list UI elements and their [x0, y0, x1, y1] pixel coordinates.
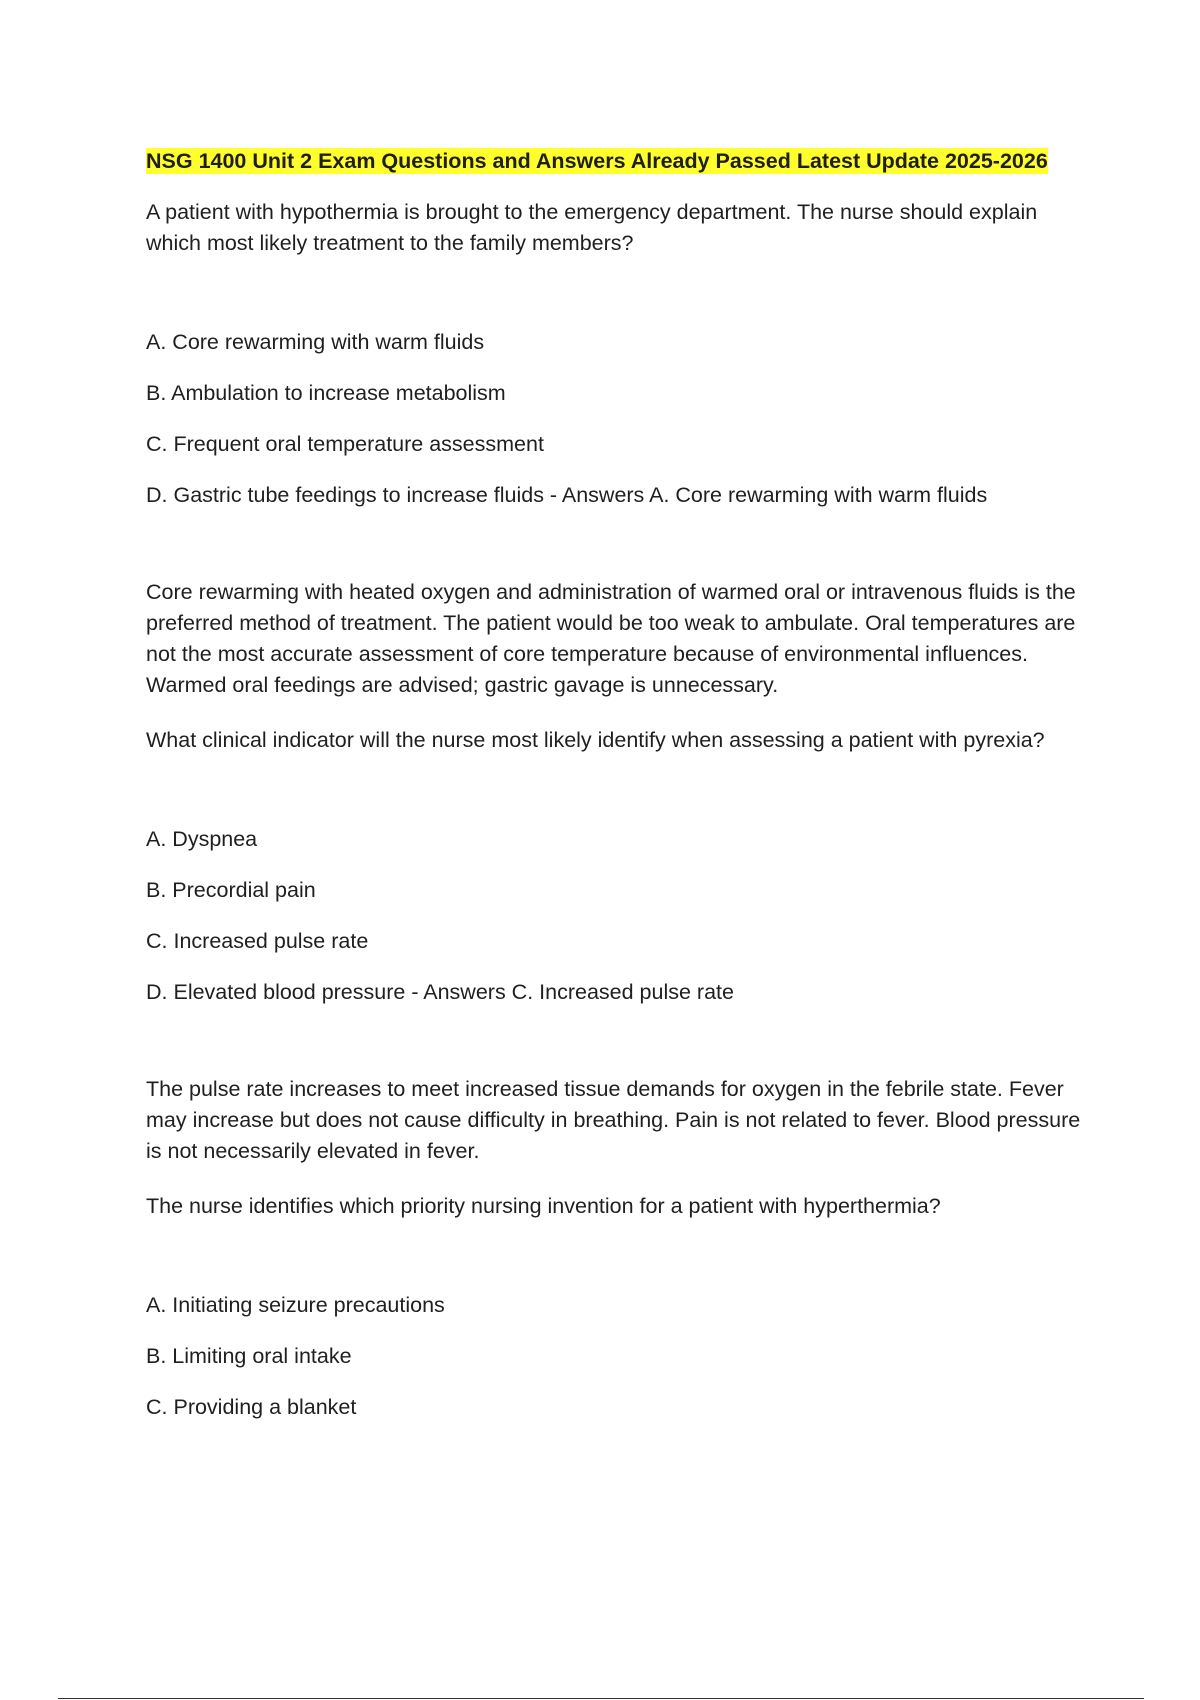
question-2-option-a: A. Dyspnea — [146, 827, 258, 851]
question-3-option-a: A. Initiating seizure precautions — [146, 1293, 445, 1317]
title-line — [146, 146, 1096, 176]
question-1-option-c: C. Frequent oral temperature assessment — [146, 432, 544, 456]
question-1-option-d: D. Gastric tube feedings to increase fluids - Answers A. Core rewarming with warm fluids — [146, 483, 988, 507]
question-2-explanation: The pulse rate increases to meet increased tissue demands for oxygen in the febrile state. Fever may increase but does not cause difficulty in breathing. Pain is not related to fever. Blood pressure is not necessarily elevated in fever. — [146, 1077, 1081, 1163]
question-1-options — [146, 327, 1096, 510]
question-2-option-c: C. Increased pulse rate — [146, 929, 369, 953]
question-1-explanation: Core rewarming with heated oxygen and administration of warmed oral or intravenous fluids is the preferred method of treatment. The patient would be too weak to ambulate. Oral temperatures are not the most accurate assessment of core temperature because of environmental influences. Warmed oral feedings are advised; gastric gavage is unnecessary. — [146, 580, 1076, 697]
page-bottom-rule — [58, 1698, 1144, 1699]
question-1-option-a: A. Core rewarming with warm fluids — [146, 330, 485, 354]
question-1-prompt: A patient with hypothermia is brought to the emergency department. The nurse should explain which most likely treatment to the family members? — [146, 200, 1038, 255]
question-3-prompt: The nurse identifies which priority nursing invention for a patient with hyperthermia? — [146, 1194, 941, 1218]
question-3-options — [146, 1290, 1096, 1422]
document-page — [146, 140, 1096, 1443]
question-2-option-d: D. Elevated blood pressure - Answers C. Increased pulse rate — [146, 980, 734, 1004]
question-2-prompt: What clinical indicator will the nurse most likely identify when assessing a patient with pyrexia? — [146, 728, 1045, 752]
question-1-option-b: B. Ambulation to increase metabolism — [146, 381, 506, 405]
question-2-options — [146, 824, 1096, 1007]
question-2-option-b: B. Precordial pain — [146, 878, 316, 902]
question-3-option-b: B. Limiting oral intake — [146, 1344, 352, 1368]
question-3-option-c: C. Providing a blanket — [146, 1395, 357, 1419]
document-title: NSG 1400 Unit 2 Exam Questions and Answers Already Passed Latest Update 2025-2026 — [146, 149, 1048, 173]
